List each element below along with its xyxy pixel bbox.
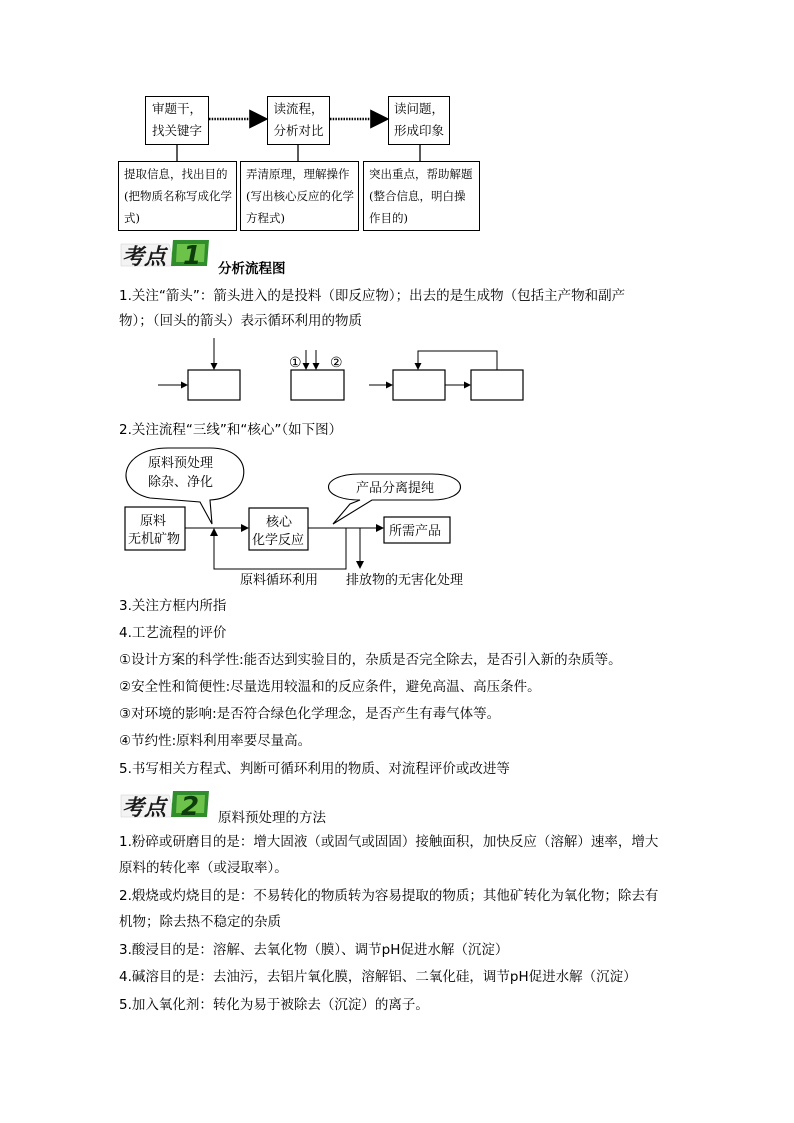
section1-item1-line1: 1.关注“箭头”：箭头进入的是投料（即反应物）；出去的是生成物（包括主产物和副产 bbox=[119, 288, 626, 304]
section-title-1: 分析流程图 bbox=[218, 261, 286, 277]
diagram-c-return-line bbox=[418, 351, 497, 370]
process-flow-diagram bbox=[0, 440, 794, 590]
section1-point-3: ③对环境的影响:是否符合绿色化学理念，是否产生有毒气体等。 bbox=[119, 706, 501, 722]
section2-item1-line2: 原料的转化率（或浸取率）。 bbox=[119, 860, 288, 876]
diagram-a-box bbox=[188, 370, 240, 400]
section1-item2: 2.关注流程“三线”和“核心”（如下图） bbox=[119, 422, 343, 438]
badge-text-2: 考点 bbox=[122, 796, 167, 819]
section2-item2-line2: 机物；除去热不稳定的杂质 bbox=[119, 914, 281, 930]
section-badge-2 bbox=[119, 789, 211, 819]
flow-step-2: 读流程， 分析对比 bbox=[267, 96, 330, 145]
section2-item5: 5.加入氧化剂：转化为易于被除去（沉淀）的离子。 bbox=[119, 997, 429, 1013]
section2-item4: 4.碱溶目的是：去油污，去铝片氧化膜，溶解铝、二氧化硅，调节pH促进水解（沉淀） bbox=[119, 969, 637, 985]
section2-item3: 3.酸浸目的是：溶解、去氧化物（膜）、调节pH促进水解（沉淀） bbox=[119, 942, 509, 958]
section1-point-2: ②安全性和简便性:尽量选用较温和的反应条件，避免高温、高压条件。 bbox=[119, 679, 541, 695]
section1-item3: 3.关注方框内所指 bbox=[119, 598, 227, 614]
section2-item1-line1: 1.粉碎或研磨目的是：增大固液（或固气或固固）接触面积，加快反应（溶解）速率，增大 bbox=[119, 834, 659, 850]
badge-text-1: 考点 bbox=[122, 245, 167, 268]
bubble2-text: 产品分离提纯 bbox=[356, 481, 435, 496]
diagram-b-box bbox=[291, 370, 344, 400]
raw-line2: 无机矿物 bbox=[128, 532, 181, 547]
section1-item4: 4.工艺流程的评价 bbox=[119, 625, 227, 641]
diagram-b-label-1: ① bbox=[289, 355, 302, 371]
core-line2: 化学反应 bbox=[252, 533, 305, 548]
recycle-label: 原料循环利用 bbox=[240, 573, 319, 588]
section1-point-1: ①设计方案的科学性:能否达到实验目的，杂质是否完全除去，是否引入新的杂质等。 bbox=[119, 652, 622, 668]
diagram-c-box-2 bbox=[471, 370, 523, 400]
section-title-2: 原料预处理的方法 bbox=[218, 810, 326, 826]
flow-desc-3: 突出重点，帮助解题(整合信息，明白操作目的) bbox=[363, 161, 480, 231]
section-badge-1 bbox=[119, 238, 211, 268]
section1-point-4: ④节约性:原料利用率要尽量高。 bbox=[119, 733, 312, 749]
section1-item5: 5.书写相关方程式、判断可循环利用的物质、对流程评价或改进等 bbox=[119, 761, 510, 777]
badge-number-1: 1 bbox=[183, 241, 202, 268]
section2-item2-line1: 2.煅烧或灼烧目的是：不易转化的物质转为容易提取的物质；其他矿转化为氧化物；除去有 bbox=[119, 888, 659, 904]
flow-desc-2: 弄清原理，理解操作(写出核心反应的化学方程式) bbox=[240, 161, 359, 231]
raw-line1: 原料 bbox=[140, 514, 167, 529]
core-line1: 核心 bbox=[266, 515, 293, 530]
diagram-c-box-1 bbox=[393, 370, 445, 400]
flow-step-1: 审题干， 找关键字 bbox=[145, 96, 209, 145]
flow-desc-1: 提取信息，找出目的(把物质名称写成化学式) bbox=[118, 161, 237, 231]
waste-label: 排放物的无害化处理 bbox=[346, 573, 464, 588]
product-text: 所需产品 bbox=[389, 524, 442, 539]
badge-number-2: 2 bbox=[181, 792, 200, 819]
section1-item1-line2: 物）；（回头的箭头）表示循环利用的物质 bbox=[119, 313, 362, 329]
diagram-b-label-2: ② bbox=[330, 355, 343, 371]
bubble1-line2: 除杂、净化 bbox=[148, 475, 214, 490]
bubble1-line1: 原料预处理 bbox=[148, 456, 214, 471]
arrow-types-diagram bbox=[0, 330, 794, 410]
flow-step-3: 读问题， 形成印象 bbox=[388, 96, 450, 145]
